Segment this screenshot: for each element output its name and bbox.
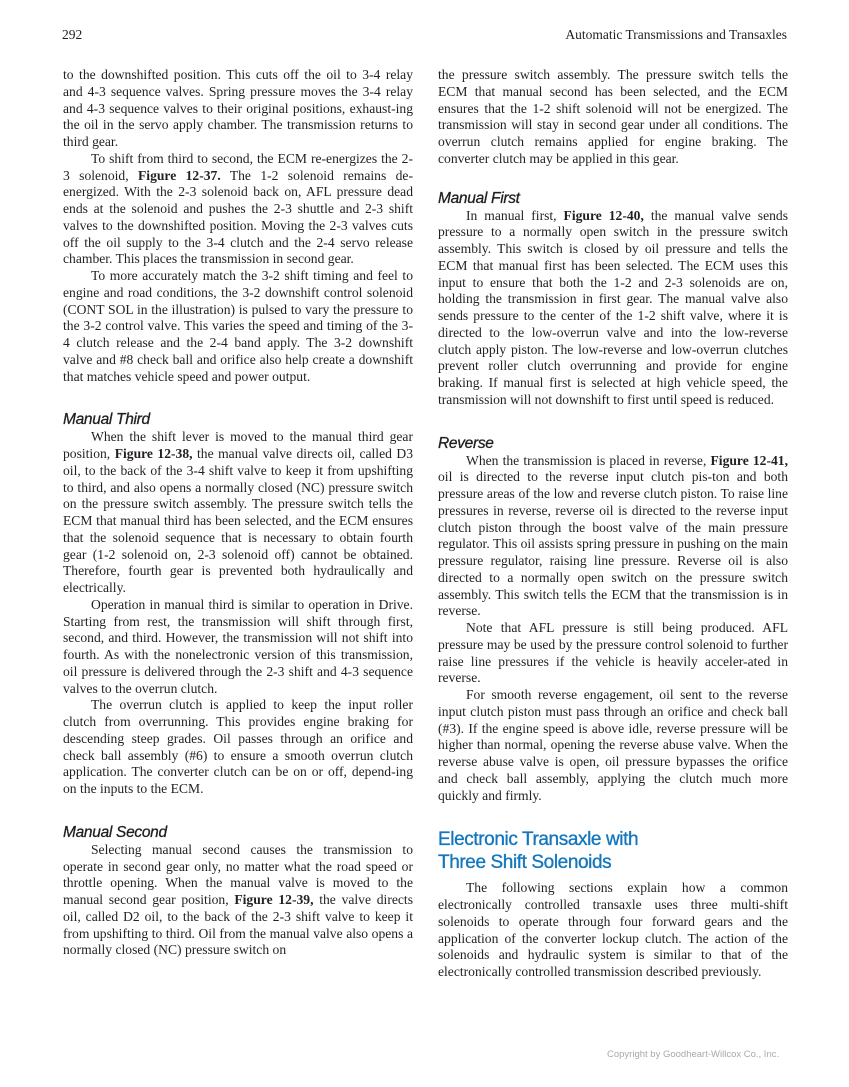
paragraph: to the downshifted position. This cuts off the oil to 3-4 relay and 4-3 sequence valves. Spring pressure moves the 3-4 relay and 4-3 sequence valves to their original positions, exhaust-ing the oil in the servo apply chamber. The transmission returns to third gear.: [63, 67, 413, 149]
paragraph: To shift from third to second, the ECM re-energizes the 2-3 solenoid, Figure 12-37. The 1-2 solenoid remains de-energized. With the 2-3 solenoid back on, AFL pressure dead ends at the solenoid and pushes the 2-3 shuttle and 2-3 shift valves to the downshifted position. Moving the 2-3 valves cuts off the oil supply to the 3-4 clutch and the 2-4 servo release chamber. This places the transmission in second gear.: [63, 150, 413, 267]
paragraph: When the shift lever is moved to the manual third gear position, Figure 12-38, the manual valve directs oil, called D3 oil, to the back of the 3-4 shift valve to keep it from upshifting to third, and also opens a normally closed (NC) pressure switch on the pressure switch assembly. The pressure switch tells the ECM that manual third has been selected, and the ECM ensures that the solenoid sequence that is necessary to obtain fourth gear (1-2 solenoid on, 2-3 solenoid off) cannot be obtained. Therefore, fourth gear is prevented both hydraulically and electrically.: [63, 429, 413, 595]
paragraph: In manual first, Figure 12-40, the manual valve sends pressure to a normally open switch in the pressure switch assembly. This switch is closed by oil pressure and tells the ECM that manual first has been selected. The ECM uses this input to ensure that both the 1-2 and 2-3 solenoids are on, holding the transmission in first gear. The manual valve also sends pressure to the center of the 1-2 shift valve, where it is directed to the low-overrun valve and into the low-reverse clutch apply piston. The low-reverse and low-overrun clutches prevent roller clutch overrunning and provide for engine braking. If manual first is selected at high vehicle speed, the transmission will not downshift to first until speed is reduced.: [438, 207, 788, 407]
paragraph: Note that AFL pressure is still being produced. AFL pressure may be used by the pressure control solenoid to further raise line pressures if the vehicle is heavily acceler-ated in reverse.: [438, 620, 788, 686]
figure-reference: Figure 12-38,: [114, 446, 193, 461]
figure-reference: Figure 12-41,: [710, 452, 788, 468]
paragraph: When the transmission is placed in reverse, Figure 12-41, oil is directed to the reverse input clutch pis-ton and both pressure areas of the low and reverse clutch piston. To raise line pressures in reverse, reverse oil is directed to the reverse input clutch piston through the boost valve of the main pressure regulator. This oil assists spring pressure in pushing on the main pressure regulator, raising line pressure. Reverse oil is also directed to a normally open switch on the pressure switch assembly. This switch tells the ECM that the transmission is in reverse.: [438, 452, 788, 619]
book-title: Automatic Transmissions and Transaxles: [565, 27, 787, 42]
page-number: 292: [62, 27, 83, 42]
section-heading-manual-first: Manual First: [438, 189, 520, 207]
major-heading-electronic-transaxle: Electronic Transaxle with Three Shift Solenoids: [438, 829, 639, 874]
paragraph: the pressure switch assembly. The pressure switch tells the ECM that manual second has been selected, and the ECM ensures that the 1-2 shift solenoid will not be energized. The transmission will stay in second gear under all conditions. The overrun clutch remains applied for engine braking. The converter clutch may be applied in this gear.: [438, 67, 788, 166]
right-column: [438, 67, 788, 981]
section-heading-manual-second: Manual Second: [63, 823, 167, 841]
figure-reference: Figure 12-39,: [234, 892, 314, 907]
copyright-notice: Copyright by Goodheart-Willcox Co., Inc.: [607, 1049, 780, 1060]
section-heading-reverse: Reverse: [438, 434, 494, 452]
paragraph: The following sections explain how a common electronically controlled transaxle uses three multi-shift solenoids to operate through four forward gears and the application of the converter lockup clutch. The action of the solenoids and hydraulic system is similar to that of the electronically controlled transmission described previously.: [438, 880, 788, 979]
paragraph: The overrun clutch is applied to keep the input roller clutch from overrunning. This provides engine braking for descending steep grades. Oil passes through an orifice and check ball assembly (#6) to ensure a smooth overrun clutch application. The converter clutch can be on or off, depend-ing on the inputs to the ECM.: [63, 697, 413, 796]
paragraph: For smooth reverse engagement, oil sent to the reverse input clutch piston must pass through an orifice and check ball (#3). If the engine speed is above idle, reverse pressure will be higher than normal, opening the reverse abuse valve. When the reverse abuse valve is open, oil pressure bypasses the orifice and check ball assembly, applying the clutch much more quickly and firmly.: [438, 687, 788, 803]
paragraph: Operation in manual third is similar to operation in Drive. Starting from rest, the transmission will shift through first, second, and third. However, the transmission will not shift into fourth. As with the nonelectronic version of this transmission, oil pressure is delivered through the 2-3 shift and 4-3 sequence valves to the overrun clutch.: [63, 596, 413, 696]
running-head: [62, 27, 787, 47]
figure-reference: Figure 12-40,: [563, 207, 644, 223]
section-heading-manual-third: Manual Third: [63, 411, 150, 429]
paragraph: Selecting manual second causes the transmission to operate in second gear only, no matter what the road speed or throttle opening. When the manual valve is moved to the manual second gear position, Figure 12-39, the valve directs oil, called D2 oil, to the back of the 2-3 shift valve to keep it from upshifting to third. Oil from the manual valve also opens a normally closed (NC) pressure switch on: [63, 841, 413, 958]
paragraph: To more accurately match the 3-2 shift timing and feel to engine and road conditions, the 3-2 downshift control solenoid (CONT SOL in the illustration) is pulsed to vary the pressure to the 3-2 control valve. This varies the speed and timing of the 3-4 clutch release and the 2-4 band apply. The 3-2 downshift valve and #8 check ball and orifice also help create a downshift that matches vehicle speed and power output.: [63, 268, 413, 384]
left-column: [63, 67, 413, 959]
figure-reference: Figure 12-37.: [137, 167, 221, 183]
